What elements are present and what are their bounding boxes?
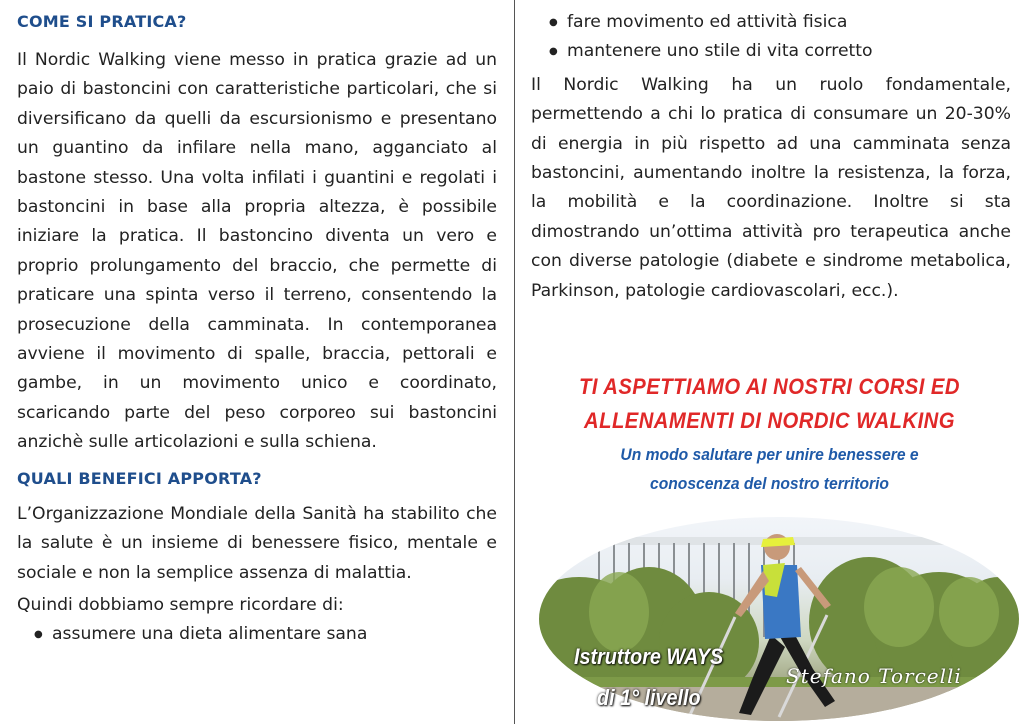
paragraph-pratica: Il Nordic Walking viene messo in pratica grazie ad un paio di bastoncini con caratteristiche particolari, che si diversificano da quelli da escursionismo e presentano un guantino da infilare nella mano, agganciato al bastone stesso. Una volta infilati i guantini e regolati i bastoncini in base alla propria altezza, è possibile iniziare la pratica. Il bastoncino diventa un vero e proprio prolungamento del braccio, che permette di praticare una spinta verso il terreno, consentendo la prosecuzione della camminata. In contemporanea avviene il movimento di spalle, braccia, pettorali e gambe, in un movimento unico e coordinato, scaricando parte del peso corporeo sui bastoncini anzichè sulle articolazioni e sulla schiena. bbox=[17, 50, 497, 453]
benefit-list-right bbox=[531, 8, 1011, 67]
promo-subtitle-line2: conoscenza del nostro territorio bbox=[650, 474, 889, 493]
promo-title-line1: TI ASPETTIAMO AI NOSTRI CORSI ED bbox=[579, 374, 960, 399]
caption-instructor: Istruttore WAYS bbox=[574, 644, 724, 669]
list-item: ● assumere una dieta alimentare sana bbox=[17, 620, 497, 649]
right-column bbox=[531, 0, 1011, 306]
benefit-list-left bbox=[17, 620, 497, 649]
promo-subtitle-line1: Un modo salutare per unire benessere e bbox=[620, 445, 919, 464]
list-item: ● mantenere uno stile di vita corretto bbox=[531, 37, 1011, 66]
paragraph-ruolo: Il Nordic Walking ha un ruolo fondamentale, permettendo a chi lo pratica di consumare un 20-30% di energia in più rispetto ad una camminata senza bastoncini, aumentando inoltre la resistenza, la forza, la mobilità e la coordinazione. Inoltre si sta dimostrando un’ottima attività pro terapeutica anche con diverse patologie (diabete e sindrome metabolica, Parkinson, patologie cardiovascolari, ecc.). bbox=[531, 74, 1011, 301]
column-divider bbox=[514, 0, 515, 724]
signature: Stefano Torcelli bbox=[786, 664, 962, 688]
paragraph-ricordare: Quindi dobbiamo sempre ricordare di: bbox=[17, 594, 344, 615]
heading-benefici: QUALI BENEFICI APPORTA? bbox=[17, 468, 262, 488]
paragraph-oms: L’Organizzazione Mondiale della Sanità ha stabilito che la salute è un insieme di benessere fisico, mentale e sociale e non la semplice assenza di malattia. bbox=[17, 503, 497, 583]
list-item: ● fare movimento ed attività fisica bbox=[531, 8, 1011, 37]
caption-level: di 1° livello bbox=[597, 685, 701, 710]
heading-come-si-pratica: COME SI PRATICA? bbox=[17, 12, 187, 31]
left-column bbox=[17, 0, 497, 650]
promo-title-line2: ALLENAMENTI DI NORDIC WALKING bbox=[584, 408, 955, 433]
promo-block bbox=[515, 372, 1024, 498]
